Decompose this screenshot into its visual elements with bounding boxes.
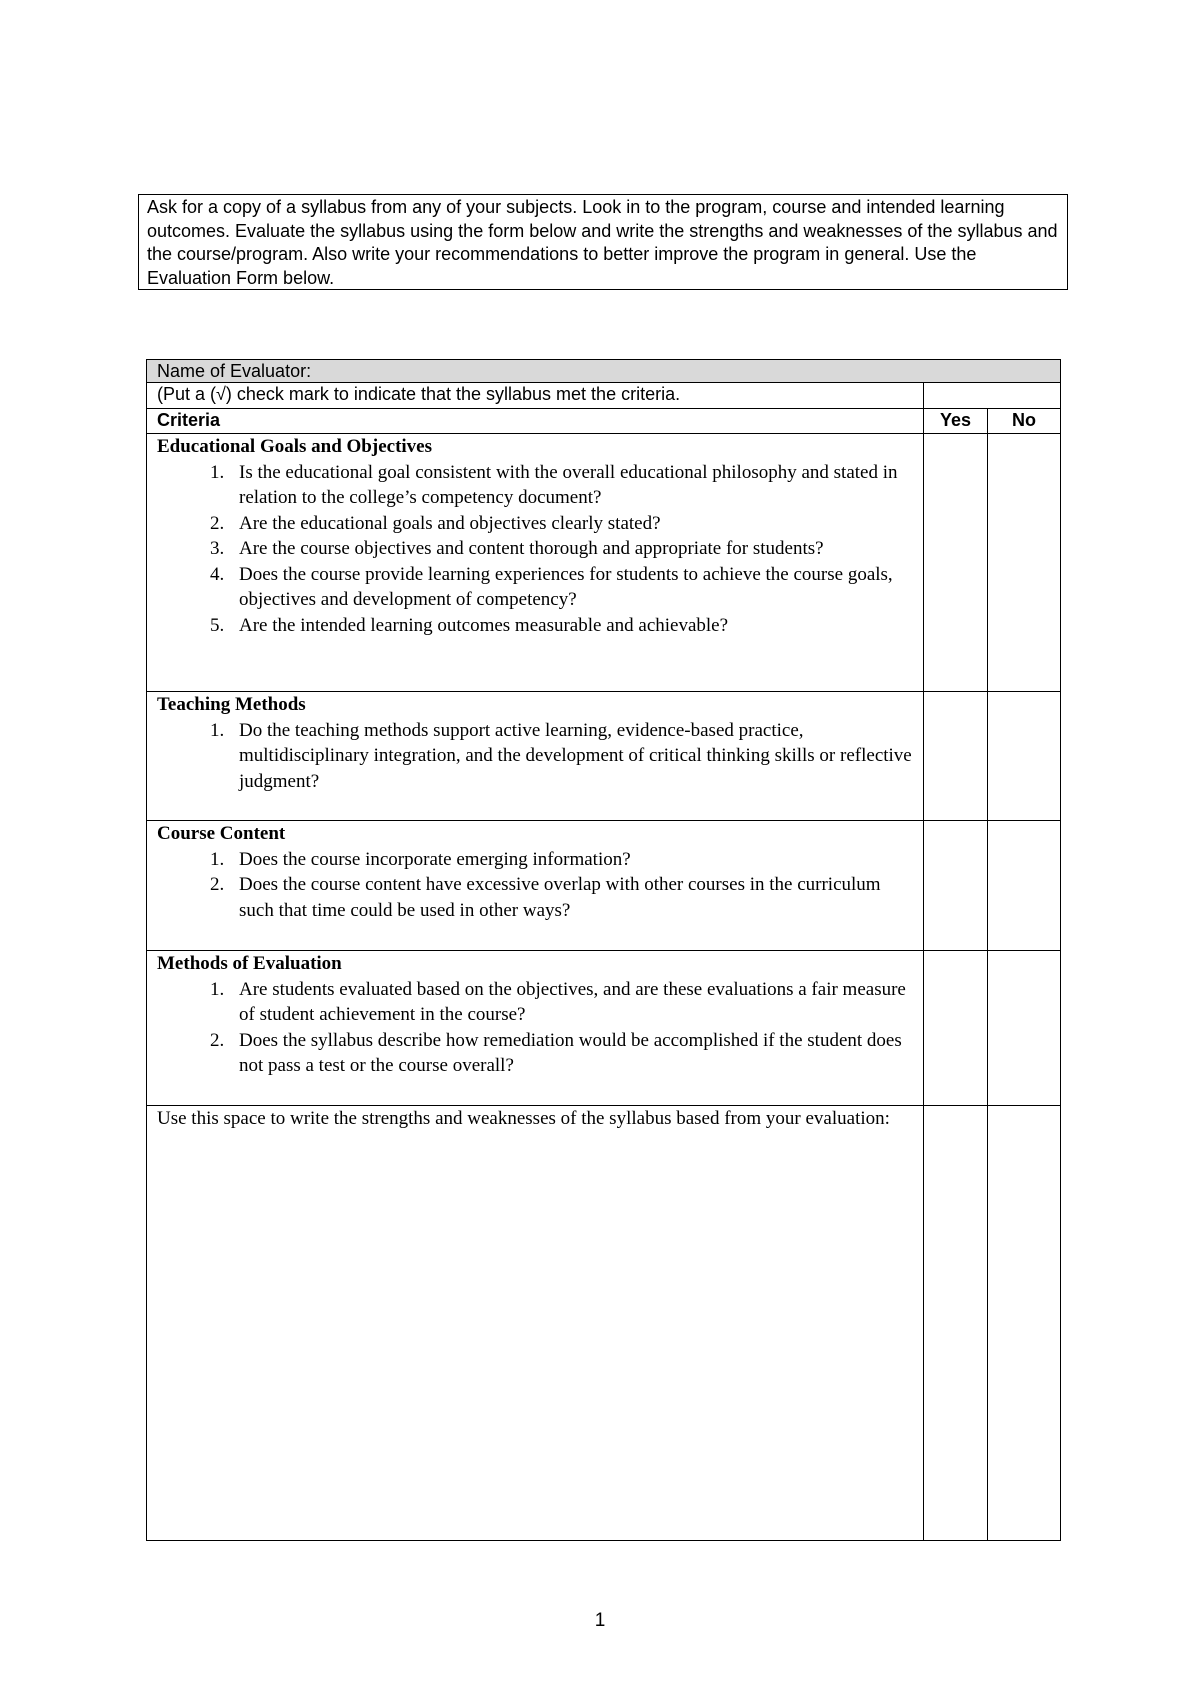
yes-check-cell[interactable] bbox=[924, 692, 988, 821]
blank-cell bbox=[924, 1106, 988, 1541]
no-check-cell[interactable] bbox=[988, 434, 1061, 692]
instructions-box: Ask for a copy of a syllabus from any of your subjects. Look in to the program, course and intended learning outcomes. Evaluate the syllabus using the form below and write the strengths and weaknesses of the syllabus and the course/program. Also write your recommendations to better improve the program in general. Use the Evaluation Form below. bbox=[138, 194, 1068, 290]
question-item: 3. Are the course objectives and content thorough and appropriate for students? bbox=[229, 536, 913, 562]
section-row bbox=[147, 692, 1061, 821]
strengths-prompt: Use this space to write the strengths and weaknesses of the syllabus based from your evaluation: bbox=[157, 1108, 890, 1129]
blank-cell bbox=[988, 1106, 1061, 1541]
question-list bbox=[157, 460, 913, 639]
question-item: 1. Are students evaluated based on the objectives, and are these evaluations a fair measure of student achievement in the course? bbox=[229, 977, 913, 1028]
no-check-cell[interactable] bbox=[988, 692, 1061, 821]
section-title: Methods of Evaluation bbox=[157, 953, 342, 974]
question-item: 1. Does the course incorporate emerging information? bbox=[229, 847, 913, 873]
section-row bbox=[147, 821, 1061, 951]
strengths-weaknesses-area[interactable] bbox=[147, 1106, 924, 1541]
yes-check-cell[interactable] bbox=[924, 434, 988, 692]
yes-check-cell[interactable] bbox=[924, 951, 988, 1106]
checkmark-instruction: (Put a (√) check mark to indicate that the syllabus met the criteria. bbox=[147, 383, 924, 409]
strengths-weaknesses-row bbox=[147, 1106, 1061, 1541]
question-item: 5. Are the intended learning outcomes measurable and achievable? bbox=[229, 613, 913, 639]
no-header: No bbox=[988, 409, 1061, 434]
question-list bbox=[157, 718, 913, 795]
blank-header-cell bbox=[924, 383, 1061, 409]
section-row bbox=[147, 434, 1061, 692]
question-item: 2. Does the syllabus describe how remediation would be accomplished if the student does not pass a test or the course overall? bbox=[229, 1028, 913, 1079]
question-item: 1. Is the educational goal consistent with the overall educational philosophy and stated in relation to the college’s competency document? bbox=[229, 460, 913, 511]
section-teaching-methods bbox=[147, 692, 924, 821]
column-header-row bbox=[147, 409, 1061, 434]
no-check-cell[interactable] bbox=[988, 821, 1061, 951]
section-methods-of-evaluation bbox=[147, 951, 924, 1106]
evaluation-form-table bbox=[146, 359, 1061, 1541]
section-educational-goals bbox=[147, 434, 924, 692]
criteria-header: Criteria bbox=[147, 409, 924, 434]
checkmark-instruction-row bbox=[147, 383, 1061, 409]
yes-header: Yes bbox=[924, 409, 988, 434]
yes-check-cell[interactable] bbox=[924, 821, 988, 951]
section-course-content bbox=[147, 821, 924, 951]
question-item: 4. Does the course provide learning experiences for students to achieve the course goals, objectives and development of competency? bbox=[229, 562, 913, 613]
question-item: 1. Do the teaching methods support active learning, evidence-based practice, multidisciplinary integration, and the development of critical thinking skills or reflective judgment? bbox=[229, 718, 913, 795]
no-check-cell[interactable] bbox=[988, 951, 1061, 1106]
section-row bbox=[147, 951, 1061, 1106]
question-list bbox=[157, 847, 913, 924]
evaluator-name-field[interactable]: Name of Evaluator: bbox=[147, 360, 1061, 383]
page-number: 1 bbox=[594, 1610, 606, 1631]
question-item: 2. Does the course content have excessive overlap with other courses in the curriculum such that time could be used in other ways? bbox=[229, 872, 913, 923]
evaluator-row bbox=[147, 360, 1061, 383]
section-title: Educational Goals and Objectives bbox=[157, 436, 432, 457]
question-item: 2. Are the educational goals and objectives clearly stated? bbox=[229, 511, 913, 537]
section-title: Course Content bbox=[157, 823, 286, 844]
question-list bbox=[157, 977, 913, 1079]
section-title: Teaching Methods bbox=[157, 694, 306, 715]
